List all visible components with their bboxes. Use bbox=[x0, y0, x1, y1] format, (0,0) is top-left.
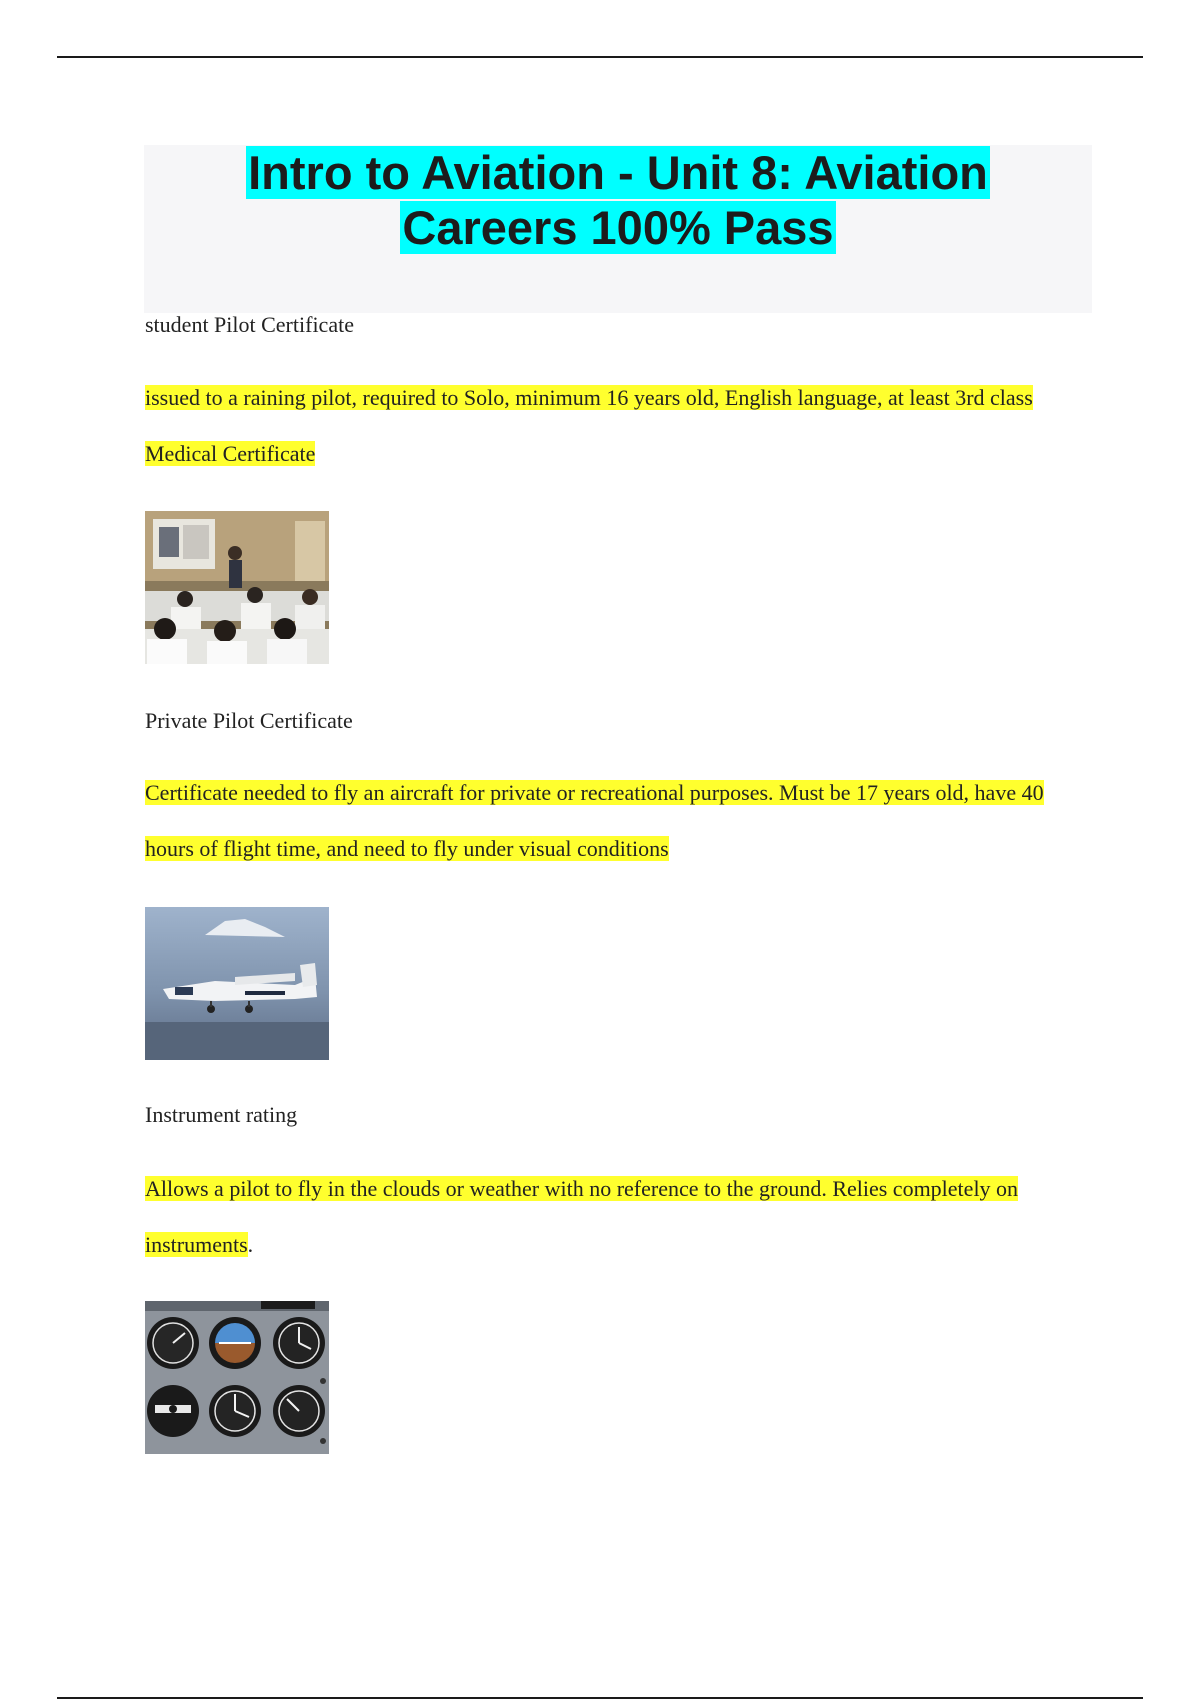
classroom-photo bbox=[145, 511, 329, 664]
instrument-panel-photo bbox=[145, 1301, 329, 1454]
header-rule bbox=[57, 56, 1143, 58]
title-line-2: Careers 100% Pass bbox=[402, 201, 834, 254]
page-title bbox=[144, 145, 1092, 255]
definition-student-pilot bbox=[145, 370, 1085, 482]
definition-suffix: . bbox=[247, 1232, 254, 1257]
term-instrument-rating: Instrument rating bbox=[145, 1102, 298, 1127]
term-student-pilot: student Pilot Certificate bbox=[145, 312, 354, 337]
airplane-photo bbox=[145, 907, 329, 1060]
term-private-pilot: Private Pilot Certificate bbox=[145, 708, 353, 733]
title-block bbox=[144, 145, 1092, 313]
footer-rule bbox=[57, 1697, 1143, 1699]
definition-text: Certificate needed to fly an aircraft for private or recreational purposes. Must be 17 years old, have 40 hours of flight time, and need to fly under visual conditions bbox=[145, 780, 1044, 861]
title-line-1: Intro to Aviation - Unit 8: Aviation bbox=[248, 146, 988, 199]
definition-private-pilot bbox=[145, 765, 1085, 877]
definition-text: issued to a raining pilot, required to Solo, minimum 16 years old, English language, at least 3rd class Medical Certificate bbox=[145, 385, 1033, 466]
definition-text: Allows a pilot to fly in the clouds or weather with no reference to the ground. Relies completely on instruments bbox=[145, 1176, 1019, 1257]
definition-instrument-rating bbox=[145, 1161, 1085, 1273]
